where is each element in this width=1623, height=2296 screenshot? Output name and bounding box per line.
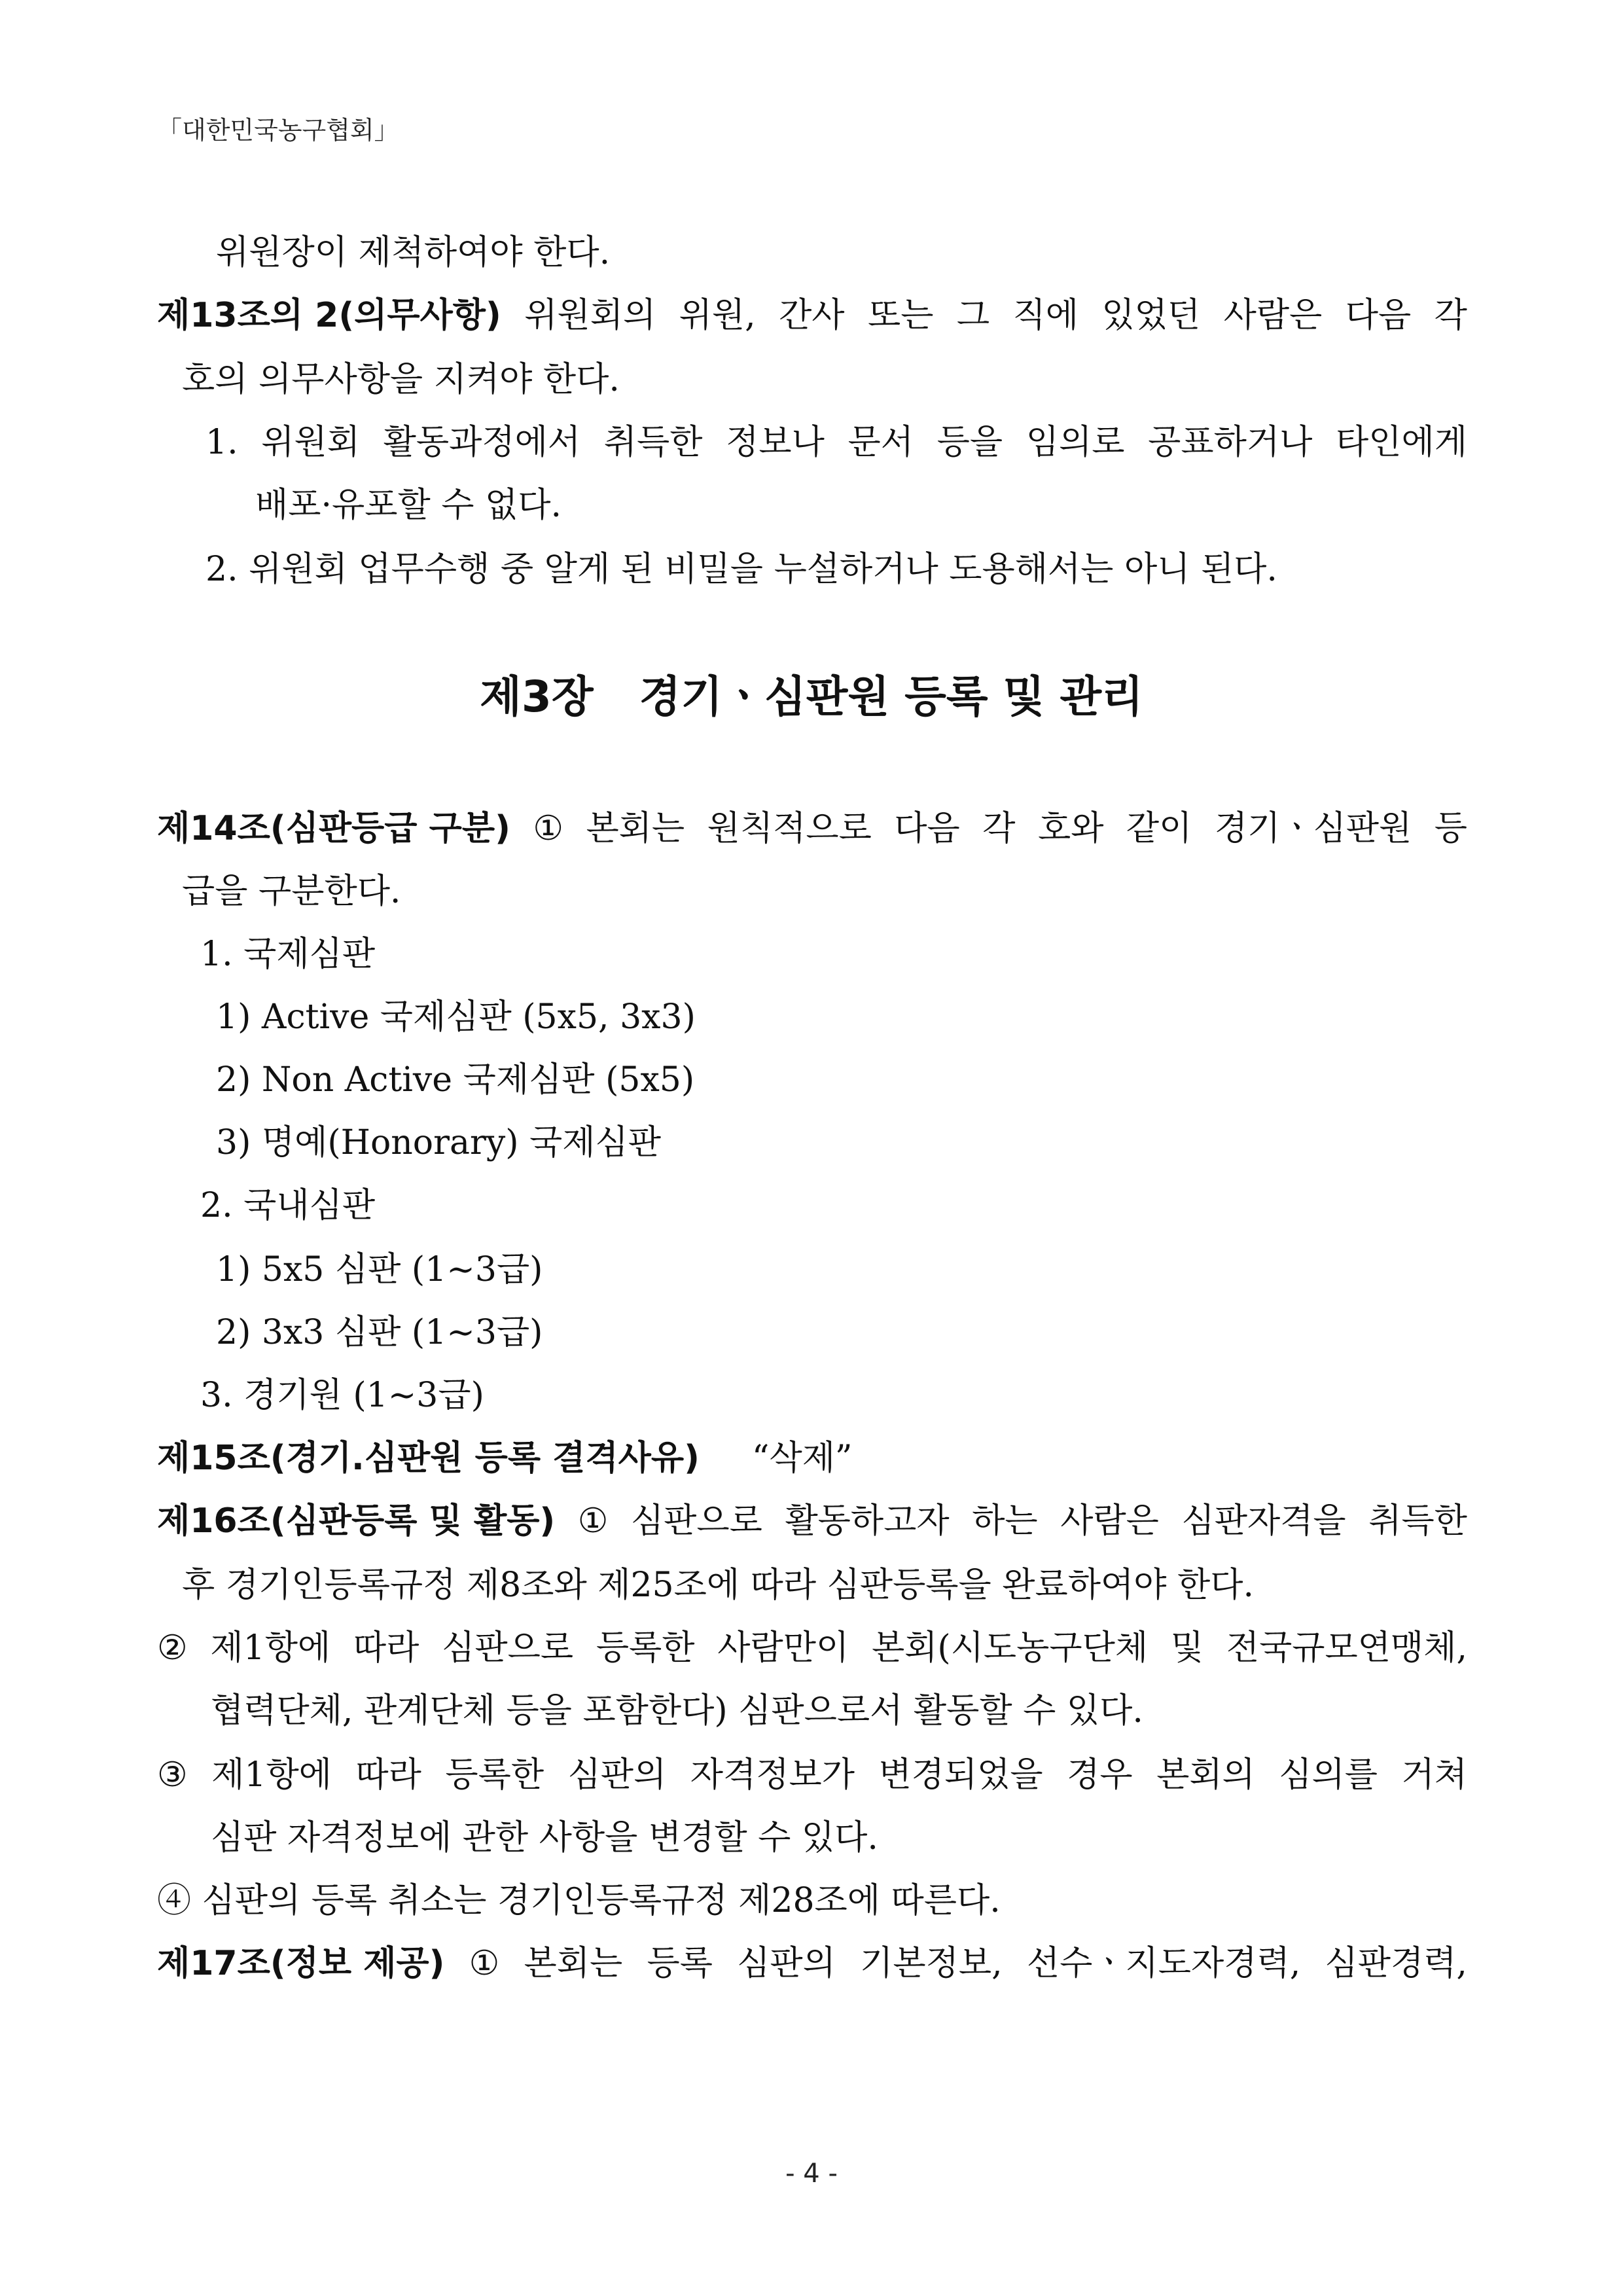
word: 직에: [1012, 296, 1079, 335]
text-line: 후 경기인등록규정 제8조와 제25조에 따라 심판등록을 완료하여야 한다.: [182, 1566, 1254, 1605]
word: 본회(시도농구단체: [871, 1628, 1149, 1668]
word: 각: [982, 809, 1016, 848]
word: 활동과정에서: [383, 423, 581, 462]
word: 공표하거나: [1148, 423, 1313, 462]
word: 1.: [205, 423, 238, 462]
word: 사람은: [1060, 1501, 1159, 1541]
list-item: 3. 경기원 (1∼3급): [200, 1376, 484, 1415]
word: 변경되었을: [878, 1755, 1043, 1795]
word: 사람만이: [717, 1628, 849, 1668]
word: 제1항에: [210, 1628, 331, 1668]
word: 제1항에: [211, 1755, 332, 1795]
word: ①: [577, 1501, 609, 1541]
word: 사람은: [1223, 296, 1323, 335]
word: 위원,: [679, 296, 756, 335]
text-line: 위원장이 제척하여야 한다.: [216, 233, 611, 272]
word: 경우: [1067, 1755, 1133, 1795]
text-line: 심판 자격정보에 관한 사항을 변경할 수 있다.: [211, 1818, 878, 1857]
text-line: 호의 의무사항을 지켜야 한다.: [182, 360, 620, 399]
word: 본회는: [586, 809, 685, 848]
word: 본회의: [1156, 1755, 1255, 1795]
word: 정보나: [726, 423, 825, 462]
text-line: 배포·유포할 수 없다.: [255, 486, 562, 525]
word: 각: [1434, 296, 1467, 335]
list-item: 2) 3x3 심판 (1∼3급): [216, 1313, 543, 1352]
word: 거쳐: [1401, 1755, 1467, 1795]
word: 호와: [1037, 809, 1104, 848]
word: 간사: [779, 296, 845, 335]
word: 심판으로: [630, 1501, 762, 1541]
article-13-2-line: [157, 295, 1467, 336]
word: 타인에게: [1336, 423, 1467, 462]
word: 등록한: [445, 1755, 544, 1795]
word: 본회는: [524, 1944, 623, 1983]
clause-item: ④ 심판의 등록 취소는 경기인등록규정 제28조에 따른다.: [157, 1881, 1001, 1920]
article-heading: 제17조(정보 제공): [157, 1944, 445, 1983]
document-header: 「대한민국농구협회」: [157, 116, 399, 145]
chapter-number: 제3장: [480, 672, 594, 722]
list-item: 2. 위원회 업무수행 중 알게 된 비밀을 누설하거나 도용해서는 아니 된다.: [205, 550, 1277, 589]
word: 등록한: [596, 1628, 695, 1668]
word: ①: [533, 809, 563, 848]
list-item: 3) 명예(Honorary) 국제심판: [216, 1123, 661, 1162]
word: 등록: [647, 1944, 713, 1983]
clause-item: [157, 1754, 1467, 1796]
word: 따라: [353, 1628, 419, 1668]
word: 자격정보가: [690, 1755, 855, 1795]
word: ②: [157, 1628, 188, 1668]
chapter-title: [0, 671, 1623, 723]
word: 심판의: [737, 1944, 836, 1983]
word: 심판의: [567, 1755, 667, 1795]
word: 임의로: [1026, 423, 1125, 462]
text-line: 급을 구분한다.: [182, 872, 401, 911]
word: 기본정보,: [860, 1944, 1003, 1983]
word: 위원회의: [524, 296, 656, 335]
word: 심판자격을: [1181, 1501, 1346, 1541]
word: 취득한: [603, 423, 703, 462]
article-heading: 제14조(심판등급 구분): [157, 809, 510, 848]
clause-item: [157, 1627, 1467, 1669]
article-16-line: [157, 1500, 1467, 1542]
word: 경기ㆍ심판원: [1214, 809, 1412, 848]
article-heading: 제13조의 2(의무사항): [157, 296, 501, 335]
word: 활동하고자: [785, 1501, 950, 1541]
article-14-line: [157, 808, 1467, 850]
chapter-name: 경기ㆍ심판원 등록 및 관리: [639, 672, 1143, 722]
article-15-line: [157, 1437, 853, 1479]
article-17-line: [157, 1943, 1467, 1984]
list-item: 2) Non Active 국제심판 (5x5): [216, 1060, 695, 1100]
list-item: 2. 국내심판: [200, 1186, 376, 1225]
article-heading: 제16조(심판등록 및 활동): [157, 1501, 556, 1541]
word: 선수ㆍ지도자경력,: [1026, 1944, 1301, 1983]
word: 및: [1170, 1628, 1204, 1668]
word: ③: [157, 1755, 188, 1795]
list-item: 1) Active 국제심판 (5x5, 3x3): [216, 997, 696, 1037]
word: 다음: [1345, 296, 1412, 335]
list-item: 1) 5x5 심판 (1∼3급): [216, 1250, 543, 1289]
list-item: 1. 국제심판: [200, 935, 376, 974]
page-number: - 4 -: [785, 2159, 838, 2189]
word: 다음: [894, 809, 960, 848]
word: 따라: [355, 1755, 421, 1795]
word: 등을: [936, 423, 1003, 462]
word: 심판으로: [442, 1628, 574, 1668]
word: 전국규모연맹체,: [1226, 1628, 1467, 1668]
word: ①: [469, 1944, 500, 1983]
word: 원칙적으로: [707, 809, 872, 848]
word: 같이: [1126, 809, 1192, 848]
text-line: 협력단체, 관계단체 등을 포함한다) 심판으로서 활동할 수 있다.: [211, 1691, 1143, 1731]
word: 취득한: [1368, 1501, 1467, 1541]
word: 심판경력,: [1325, 1944, 1467, 1983]
word: 또는: [867, 296, 934, 335]
word: 등: [1434, 809, 1467, 848]
word: 하는: [972, 1501, 1038, 1541]
article-heading: 제15조(경기.심판원 등록 결격사유): [157, 1439, 700, 1478]
word: 문서: [847, 423, 914, 462]
word: 심의를: [1279, 1755, 1378, 1795]
article-text: “삭제”: [751, 1439, 853, 1478]
word: 있었던: [1101, 296, 1201, 335]
word: 위원회: [261, 423, 360, 462]
word: 그: [956, 296, 990, 335]
list-item: [205, 422, 1467, 463]
